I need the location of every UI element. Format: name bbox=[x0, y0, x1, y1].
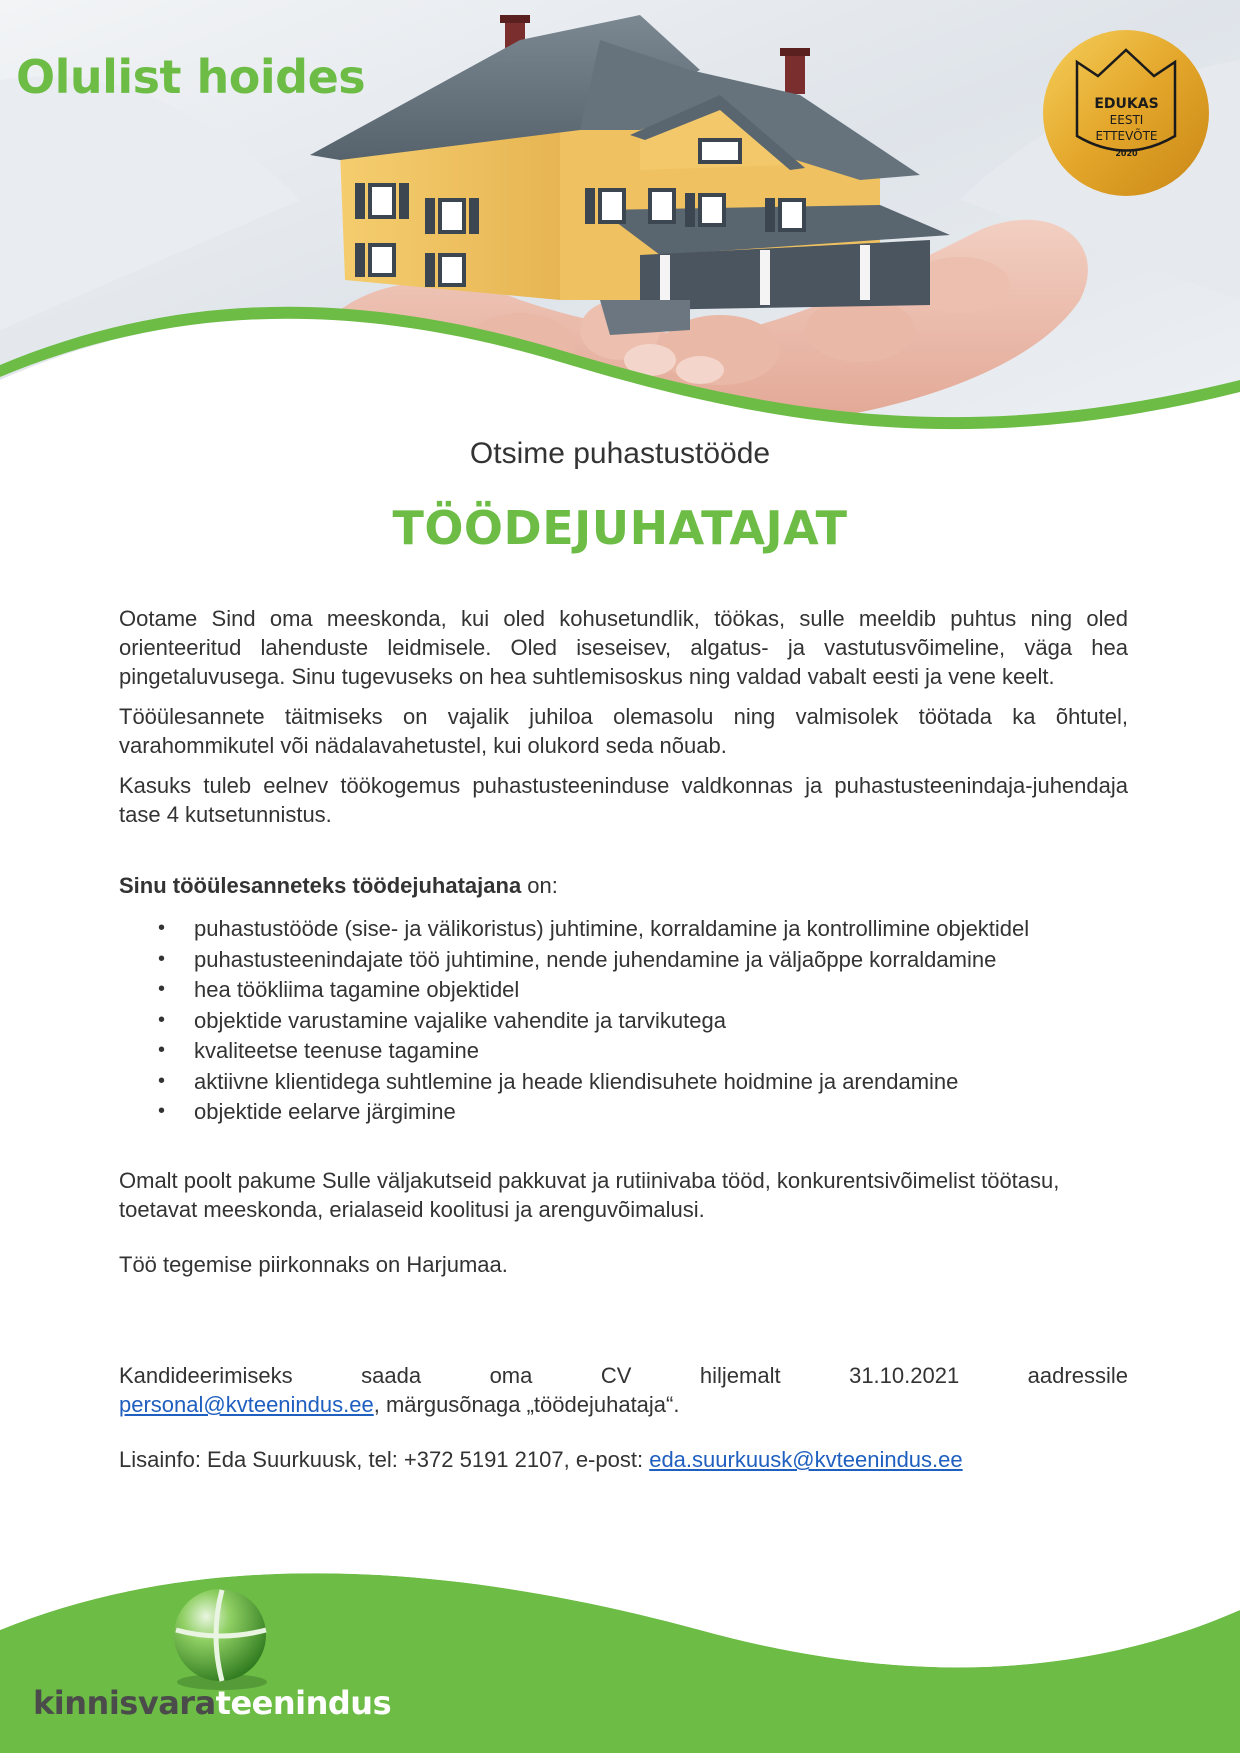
apply-line bbox=[119, 1361, 1128, 1390]
logo-globe bbox=[174, 1589, 266, 1681]
ad-subtitle: Otsime puhastustööde bbox=[469, 437, 771, 470]
contact-info bbox=[119, 1445, 1128, 1474]
task-item: • objektide eelarve järgimine bbox=[194, 1097, 1128, 1126]
contact-email-link[interactable]: eda.suurkuusk@kvteenindus.ee bbox=[649, 1447, 963, 1472]
task-item: • aktiivne klientidega suhtlemine ja heade kliendisuhete hoidmine ja arendamine bbox=[194, 1067, 1128, 1096]
badge-year: 2020 bbox=[1115, 149, 1138, 158]
logo-text-part-1: kinnisvara bbox=[33, 1684, 216, 1722]
offer-paragraph: Omalt poolt pakume Sulle väljakutseid pakkuvat ja rutiinivaba tööd, konkurentsivõimelist töötasu, toetavat meeskonda, erialaseid koolitusi ja arenguvõimalusi. bbox=[119, 1168, 1060, 1222]
slogan: Olulist hoides bbox=[16, 50, 366, 104]
intro-paragraph-3: Kasuks tuleb eelnev töökogemus puhastusteeninduse valdkonnas ja puhastusteenindaja-juhendaja tase 4 kutsetunnistus. bbox=[119, 773, 1128, 827]
apply-line-2 bbox=[119, 1390, 1128, 1419]
apply-deadline: 31.10.2021 bbox=[849, 1363, 960, 1388]
ad-title: TÖÖDEJUHATAJAT bbox=[392, 501, 848, 555]
apply-paragraph bbox=[119, 1361, 1128, 1419]
task-item: • puhastusteenindajate töö juhtimine, nende juhendamine ja väljaõppe korraldamine bbox=[194, 945, 1128, 974]
apply-word: CV bbox=[600, 1363, 632, 1388]
intro-paragraph-2: Tööülesannete täitmiseks on vajalik juhiloa olemasolu ning valmisolek töötada ka õhtutel, varahommikutel või nädalavahetustel, kui olukord seda nõuab. bbox=[119, 704, 1128, 758]
task-item: • kvaliteetse teenuse tagamine bbox=[194, 1036, 1128, 1065]
apply-word: hiljemalt bbox=[699, 1363, 781, 1388]
badge-line-3: ETTEVÕTE bbox=[1095, 129, 1158, 143]
apply-tail: , märgusõnaga „töödejuhataja“. bbox=[373, 1392, 680, 1417]
apply-word: saada bbox=[361, 1363, 422, 1388]
task-item: • puhastustööde (sise- ja välikoristus) juhtimine, korraldamine ja kontrollimine objektidel bbox=[194, 914, 1128, 943]
tasks-heading-bold: Sinu tööülesanneteks töödejuhatajana bbox=[119, 873, 522, 898]
region-paragraph: Töö tegemise piirkonnaks on Harjumaa. bbox=[119, 1252, 508, 1277]
footer-wave bbox=[0, 1550, 1240, 1753]
task-item: • hea töökliima tagamine objektidel bbox=[194, 975, 1128, 1004]
ad-body bbox=[119, 604, 1128, 1485]
contact-info-text: Lisainfo: Eda Suurkuusk, tel: +372 5191 2107, e-post: bbox=[119, 1447, 650, 1472]
apply-email-link[interactable]: personal@kvteenindus.ee bbox=[119, 1392, 374, 1417]
task-list bbox=[119, 914, 1128, 1126]
tasks-heading bbox=[119, 871, 1128, 900]
badge-line-2: EESTI bbox=[1109, 113, 1144, 127]
tasks-heading-rest: on: bbox=[521, 873, 558, 898]
task-item: • objektide varustamine vajalike vahendite ja tarvikutega bbox=[194, 1006, 1128, 1035]
badge-line-1: EDUKAS bbox=[1094, 96, 1159, 112]
apply-word: oma bbox=[489, 1363, 533, 1388]
logo-text-part-2: teenindus bbox=[215, 1684, 392, 1722]
apply-word: aadressile bbox=[1027, 1363, 1128, 1388]
apply-word: Kandideerimiseks bbox=[119, 1363, 293, 1388]
intro-paragraph-1: Ootame Sind oma meeskonda, kui oled kohusetundlik, töökas, sulle meeldib puhtus ning oled orienteeritud lahenduste leidmisele. Oled iseseisev, algatus- ja vastutusvõimeline, väga hea pingetaluvusega. Sinu tugevuseks on hea suhtlemisoskus ning valdad vabalt eesti ja vene keelt. bbox=[119, 606, 1128, 689]
footer-logo bbox=[33, 1684, 391, 1722]
